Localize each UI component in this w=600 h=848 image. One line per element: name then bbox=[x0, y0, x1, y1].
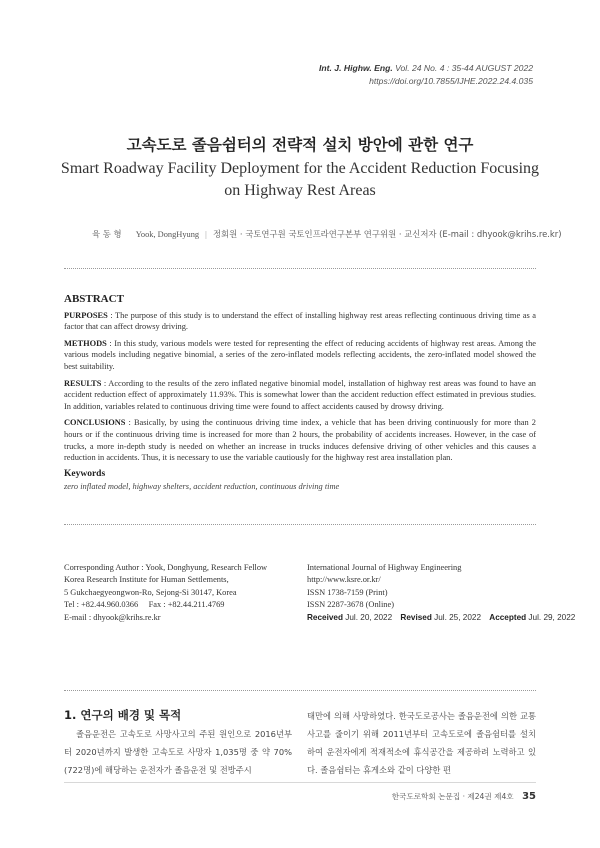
info-journal-name: International Journal of Highway Engineering bbox=[307, 563, 462, 572]
abstract-purposes bbox=[64, 310, 536, 333]
title-english: Smart Roadway Facility Deployment for the Accident Reduction Focusing on Highway Rest Areas bbox=[60, 160, 540, 199]
body-right-column: 태만에 의해 사망하였다. 한국도로공사는 졸음운전에 의한 교통사고를 줄이기 위해 2011년부터 고속도로에 졸음쉼터를 설치하여 운전자에게 적재적소에 휴식공간을 제공하려 노력하고 있다. 졸음쉼터는 휴게소와 같이 다양한 편 bbox=[307, 711, 536, 775]
body-left-column: 졸음운전은 고속도로 사망사고의 주된 원인으로 2016년부터 2020년까지 발생한 고속도로 사망자 1,035명 중 약 70%(722명)에 해당하는 운전자가 졸음운전 및 전방주시 bbox=[64, 729, 292, 775]
keywords-text: zero inflated model, highway shelters, accident reduction, continuous driving time bbox=[64, 482, 340, 492]
info-dates bbox=[307, 612, 575, 624]
abstract-block bbox=[64, 294, 536, 493]
purposes-label: PURPOSES bbox=[64, 310, 108, 320]
info-issn-online: ISSN 2287-3678 (Online) bbox=[307, 600, 395, 610]
volume-info: Vol. 24 No. 4 : 35-44 AUGUST 2022 bbox=[395, 63, 533, 73]
journal-info-block bbox=[307, 562, 575, 624]
info-issn-print: ISSN 1738-7159 (Print) bbox=[307, 587, 388, 597]
journal-citation bbox=[319, 62, 533, 75]
results-label: RESULTS bbox=[64, 378, 102, 388]
keywords-heading: Keywords bbox=[64, 468, 106, 479]
methods-text: : In this study, various models were tested for representing the effect of reducing accidents of highway rest areas. Among the various models including negative binomial, a series of the zero-inflated models reflecting accidents, the zero-inflated model showed the best suitability. bbox=[64, 338, 536, 371]
divider-middle bbox=[64, 524, 536, 525]
accepted-label: Accepted bbox=[489, 612, 527, 622]
conclusions-text: : Basically, by using the continuous driving time index, a vehicle that has been driving continuously for more than 2 hours or if the continuous driving time is increased for more than 2 hours, the probability of accidents increases. However, in the case of trucks, a more in-depth study is needed on whether an increase in trucks induces defensive driving of other vehicles and this causes a reduction in accidents. Thus, it is necessary to use the variable cautiously for the highway rest area installation plan. bbox=[64, 418, 536, 463]
abstract-heading: ABSTRACT bbox=[64, 293, 124, 305]
received-label: Received bbox=[307, 612, 343, 622]
abstract-methods bbox=[64, 338, 536, 373]
title-korean: 고속도로 졸음쉼터의 전략적 설치 방안에 관한 연구 bbox=[126, 136, 474, 154]
corr-email[interactable]: E-mail : dhyook@krihs.re.kr bbox=[64, 612, 161, 622]
footer-rule bbox=[64, 782, 536, 783]
accepted-date: Jul. 29, 2022 bbox=[528, 612, 576, 622]
author-name-en: Yook, DongHyung bbox=[135, 230, 200, 239]
corresponding-author-block bbox=[64, 562, 267, 624]
purposes-text: : The purpose of this study is to understand the effect of installing highway rest areas reflecting continuous driving time as a factor that can affect drowsy driving. bbox=[64, 310, 536, 332]
author-name-kr: 육 동 형 bbox=[92, 229, 122, 239]
footer-journal: 한국도로학회 논문집 · 제24권 제4호 bbox=[391, 792, 514, 801]
journal-header bbox=[319, 62, 533, 88]
page-footer bbox=[392, 791, 536, 802]
abstract-conclusions bbox=[64, 417, 536, 463]
divider-top bbox=[64, 268, 536, 269]
revised-label: Revised bbox=[400, 612, 432, 622]
doi-link[interactable]: https://doi.org/10.7855/IJHE.2022.24.4.035 bbox=[369, 76, 533, 86]
divider-bottom bbox=[64, 690, 536, 691]
corr-line-4: Tel : +82.44.960.0366 Fax : +82.44.211.4769 bbox=[64, 600, 225, 610]
results-text: : According to the results of the zero inflated negative binomial model, installation of highway rest areas was found to have an accident reduction effect of approximately 11.93%. This is somewhat lower than the accident reduction effect estimated in previous studies. In addition, variables related to continuous driving time were found to affect accidents caused by drowsy driving. bbox=[64, 378, 536, 411]
author-affiliation: 정회원 · 국토연구원 국토인프라연구본부 연구위원 · 교신저자 (E-mail : dhyook@krihs.re.kr) bbox=[212, 229, 562, 239]
corr-line-3: 5 Gukchaegyeongwon-Ro, Sejong-Si 30147, Korea bbox=[64, 587, 237, 597]
info-website[interactable]: http://www.ksre.or.kr/ bbox=[307, 575, 381, 585]
abstract-results bbox=[64, 378, 536, 413]
revised-date: Jul. 25, 2022 bbox=[434, 612, 481, 622]
author-line bbox=[92, 228, 561, 240]
received-date: Jul. 20, 2022 bbox=[345, 612, 393, 622]
author-separator: | bbox=[205, 230, 207, 239]
conclusions-label: CONCLUSIONS bbox=[64, 418, 126, 428]
methods-label: METHODS bbox=[64, 338, 107, 348]
page-number: 35 bbox=[522, 791, 536, 802]
corr-line-2: Korea Research Institute for Human Settlements, bbox=[64, 575, 229, 585]
section-title: 1. 연구의 배경 및 목적 bbox=[64, 708, 182, 722]
journal-abbrev: Int. J. Highw. Eng. bbox=[319, 63, 393, 73]
corr-line-1: Corresponding Author : Yook, Donghyung, Research Fellow bbox=[64, 563, 268, 572]
